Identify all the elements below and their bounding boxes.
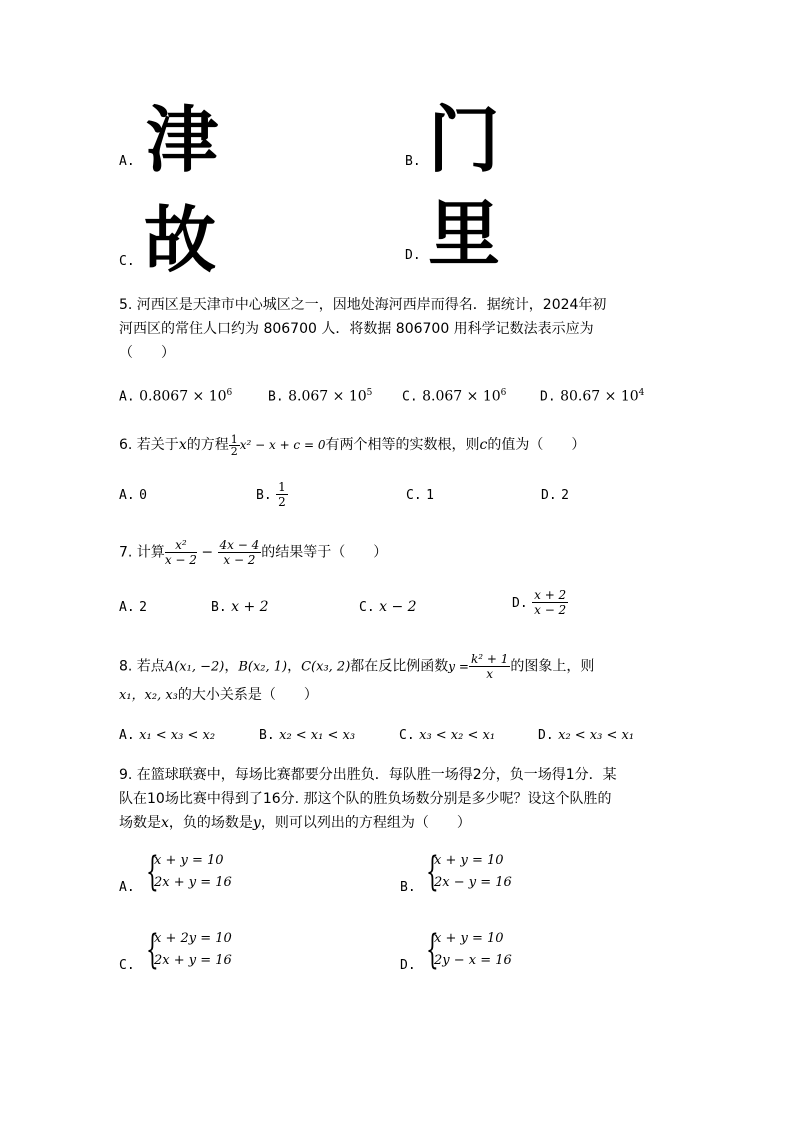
brace-icon: { xyxy=(426,927,439,973)
q5-line1: 5. 河西区是天津市中心城区之一，因地处海河西岸而得名．据统计，2024年初 xyxy=(119,297,607,313)
q8-option-c: C. x₃ < x₂ < x₁ xyxy=(399,728,496,743)
brace-icon: { xyxy=(426,849,439,895)
q7-option-d: D. $\frac{x + 2}{x - 2}$ xyxy=(512,588,567,617)
q4-option-d-letter: D. xyxy=(405,248,421,263)
q9-option-b-system: { x + y = 10 2x − y = 16 xyxy=(426,849,512,895)
q8-option-a: A. x₁ < x₃ < x₂ xyxy=(119,728,216,743)
q7-stem: 7. 计算 $\frac{\text{x²}}{x - 2}$ − $\frac{4x - 4}{x - 2}$ 的结果等于（ ） xyxy=(119,538,388,567)
q4-option-c-char: 故 xyxy=(144,198,217,282)
q4-option-c-letter: C. xyxy=(119,254,135,269)
q9-option-c-system: { x + 2y = 10 2x + y = 16 xyxy=(146,927,232,973)
q5-option-d: D. $80.67 \times 10^4$ xyxy=(540,388,645,405)
q7-option-a: A. 2 xyxy=(119,600,147,615)
q4-option-b-char: 门 xyxy=(428,98,501,182)
q4-option-b-letter: B. xyxy=(405,154,421,169)
q7-option-b: B. x + 2 xyxy=(211,599,269,615)
q8-stem-line1: 8. 若点A(x₁, −2)，B(x₂, 1)，C(x₃, 2)都在反比例函数y = $\frac{\text{k² + 1}}{x}$ 的图象上，则 xyxy=(119,652,595,681)
brace-icon: { xyxy=(146,849,159,895)
q6-option-b: B. $\frac{1}{2}$ xyxy=(256,480,286,509)
q6-option-a: A. 0 xyxy=(119,488,147,503)
q5-option-a: A. $0.8067 \times 10^6$ xyxy=(119,388,233,405)
brace-icon: { xyxy=(146,927,159,973)
q6-stem: 6. 若关于x的方程 $\frac{1}{2}$ x² − x + c = 0有两个相等的实数根，则c的值为（ ） xyxy=(119,432,586,458)
q7-option-c: C. x − 2 xyxy=(359,599,417,615)
q4-option-d-char: 里 xyxy=(428,192,501,276)
q5-line3: （ ） xyxy=(119,345,175,361)
q9-line1: 9. 在篮球联赛中，每场比赛都要分出胜负．每队胜一场得2分，负一场得1分．某 xyxy=(119,767,617,783)
q9-option-a-letter: A. xyxy=(119,880,135,895)
q5-line2: 河西区的常住人口约为 806700 人．将数据 806700 用科学记数法表示应为 xyxy=(119,321,594,337)
q4-option-a-char: 津 xyxy=(146,98,219,182)
q6-half-fraction: $\frac{1}{2}$ xyxy=(230,432,238,458)
q5-option-b: B. $8.067 \times 10^5$ xyxy=(268,388,373,405)
q6-option-c: C. 1 xyxy=(406,488,434,503)
q9-option-b-letter: B. xyxy=(400,880,416,895)
q8-option-b: B. x₂ < x₁ < x₃ xyxy=(259,728,356,743)
q8-stem-line2: x₁，x₂, x₃的大小关系是（ ） xyxy=(119,687,318,703)
q4-option-a-letter: A. xyxy=(119,154,135,169)
q6-option-d: D. 2 xyxy=(541,488,569,503)
q9-option-a-system: { x + y = 10 2x + y = 16 xyxy=(146,849,232,895)
q8-option-d: D. x₂ < x₃ < x₁ xyxy=(538,728,635,743)
q9-option-c-letter: C. xyxy=(119,958,135,973)
q9-line2: 队在10场比赛中得到了16分. 那这个队的胜负场数分别是多少呢？设这个队胜的 xyxy=(119,791,612,807)
q9-line3: 场数是x，负的场数是y，则可以列出的方程组为（ ） xyxy=(119,815,471,831)
q9-option-d-system: { x + y = 10 2y − x = 16 xyxy=(426,927,512,973)
q9-option-d-letter: D. xyxy=(400,958,416,973)
q5-option-c: C. $8.067 \times 10^6$ xyxy=(402,388,507,405)
